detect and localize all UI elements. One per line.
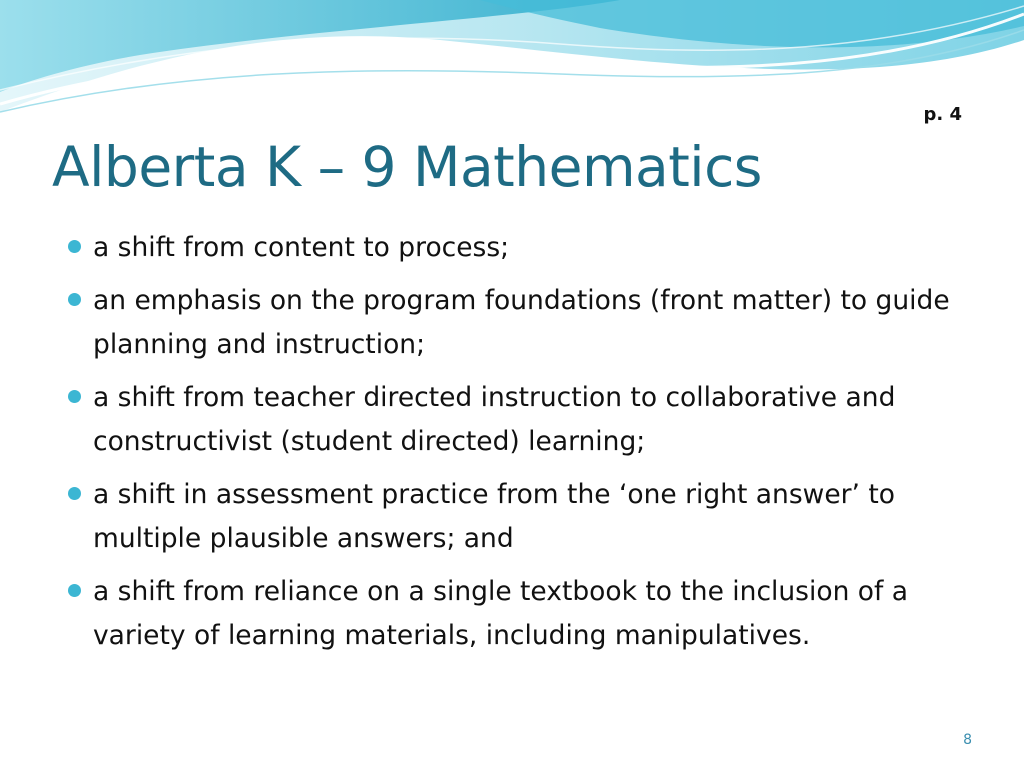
bullet-text: a shift in assessment practice from the ‘one right answer’ to multiple plausible answers; and — [93, 479, 895, 554]
header-wave-decoration — [0, 0, 1024, 130]
bullet-dot-icon — [68, 240, 81, 253]
bullet-item — [62, 376, 972, 464]
bullet-item — [62, 279, 972, 367]
slide-title: Alberta K – 9 Mathematics — [52, 135, 762, 199]
bullet-dot-icon — [68, 584, 81, 597]
bullet-dot-icon — [68, 487, 81, 500]
bullet-list — [62, 226, 972, 667]
bullet-text: a shift from reliance on a single textbook to the inclusion of a variety of learning materials, including manipulatives. — [93, 576, 908, 651]
page-reference: p. 4 — [923, 104, 962, 125]
bullet-text: a shift from teacher directed instruction to collaborative and constructivist (student directed) learning; — [93, 382, 896, 457]
bullet-item — [62, 473, 972, 561]
bullet-item — [62, 226, 972, 270]
slide-number: 8 — [963, 732, 972, 748]
bullet-dot-icon — [68, 293, 81, 306]
bullet-text: an emphasis on the program foundations (front matter) to guide planning and instruction; — [93, 285, 950, 360]
bullet-dot-icon — [68, 390, 81, 403]
bullet-item — [62, 570, 972, 658]
bullet-text: a shift from content to process; — [93, 232, 510, 263]
